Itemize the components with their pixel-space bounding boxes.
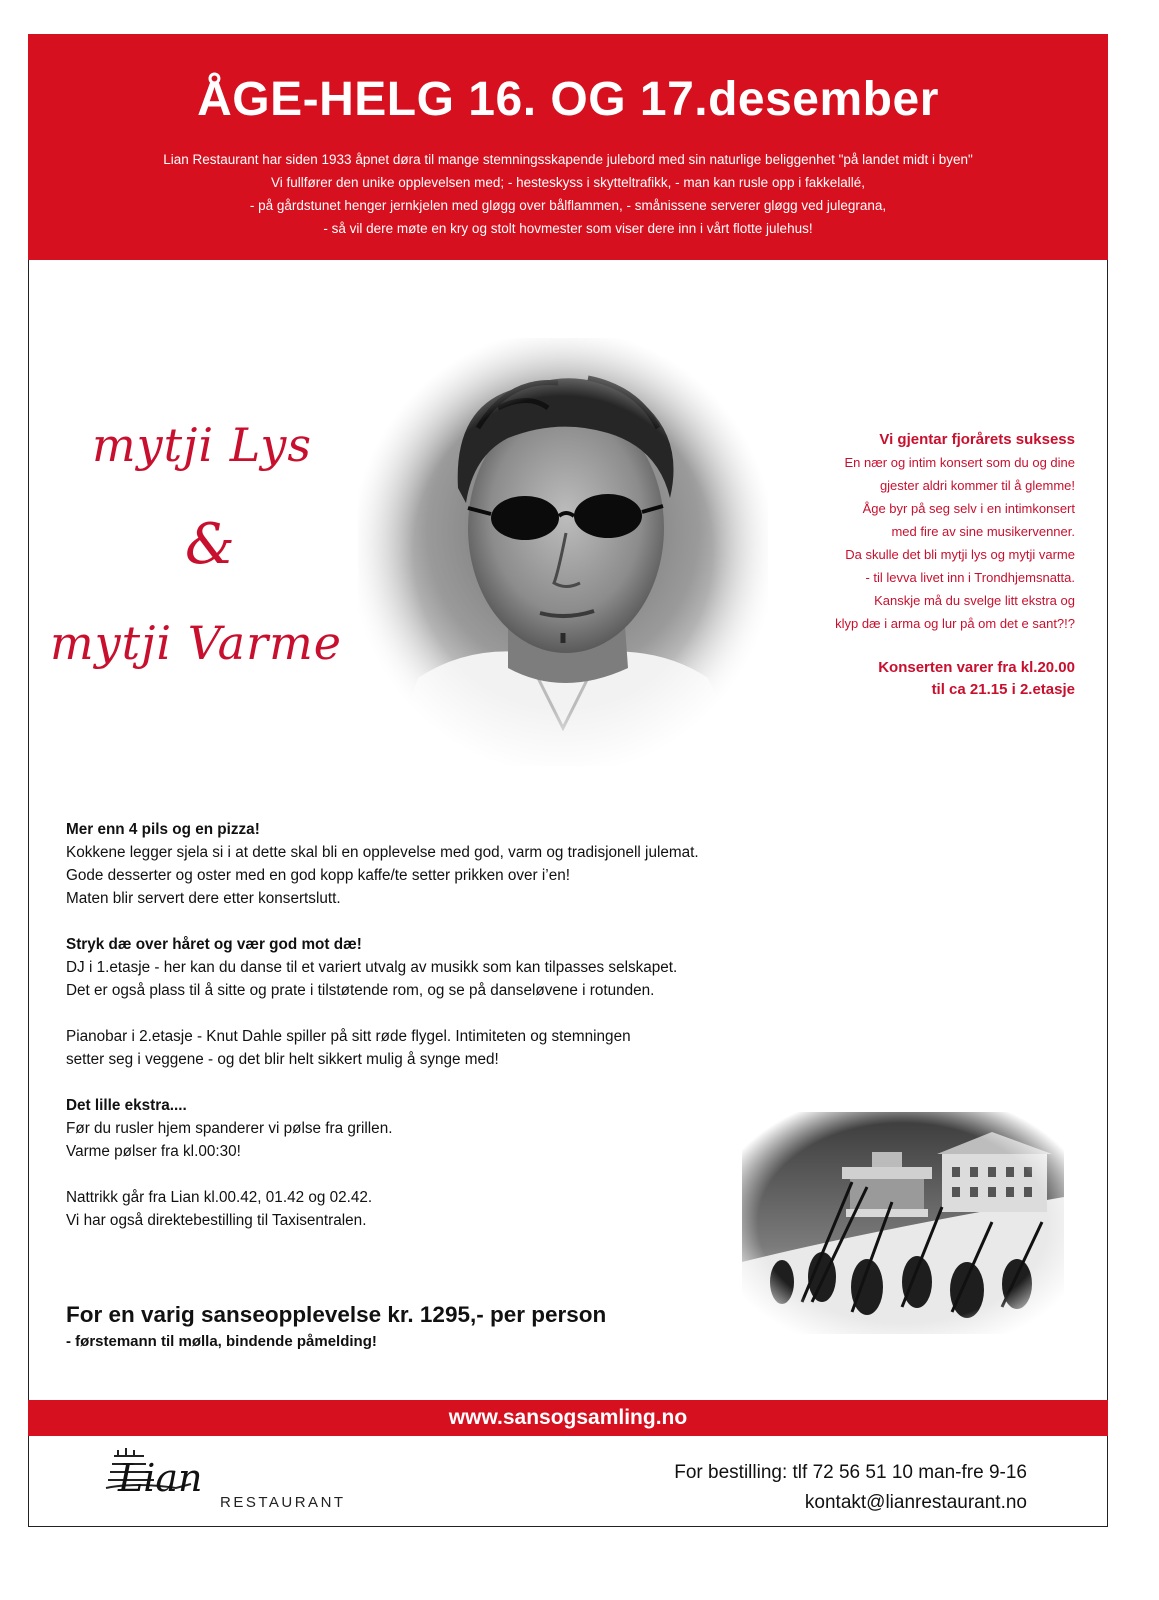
historic-ski-photo [742,1112,1064,1334]
section-heading: Det lille ekstra.... [66,1097,187,1114]
concert-info [745,428,1075,701]
section-line: Nattrikk går fra Lian kl.00.42, 01.42 og 02.42. [66,1189,373,1206]
intro-line: - så vil dere møte en kry og stolt hovmester som viser dere inn i vårt flotte julehus! [323,221,813,236]
concert-line: klyp dæ i arma og lur på om det e sant?!? [835,616,1075,631]
body-text [66,818,826,1232]
concert-time-line: til ca 21.15 i 2.etasje [931,681,1075,698]
section-line: Kokkene legger sjela si i at dette skal bli en opplevelse med god, varm og tradisjonell julemat. [66,844,699,861]
concert-line: Da skulle det bli mytji lys og mytji varme [845,547,1075,562]
contact-info [674,1458,1027,1518]
email-link[interactable]: kontakt@lianrestaurant.no [804,1492,1027,1513]
concert-line: gjester aldri kommer til å glemme! [879,478,1075,493]
ski-illustration [742,1112,1064,1334]
section-line: Før du rusler hjem spanderer vi pølse fra grillen. [66,1120,393,1137]
portrait-photo [358,338,768,766]
intro-line: - på gårdstunet henger jernkjelen med gløgg over bålflammen, - smånissene serverer gløgg ved julegrana, [249,198,887,213]
concert-time [745,657,1075,701]
section-heading: Mer enn 4 pils og en pizza! [66,821,260,838]
section-line: Det er også plass til å sitte og prate i tilstøtende rom, og se på danseløvene i rotunden. [66,982,655,999]
script-title-line1: mytji Lys [92,418,313,472]
section-heading: Stryk dæ over håret og vær god mot dæ! [66,936,362,953]
logo-subtitle: RESTAURANT [220,1494,346,1511]
script-ampersand: & [185,512,235,577]
top-banner [28,34,1108,260]
concert-line: Kanskje må du svelge litt ekstra og [874,593,1075,608]
phone-line: For bestilling: tlf 72 56 51 10 man-fre 9-16 [674,1462,1027,1483]
price-headline: For en varig sanseopplevelse kr. 1295,- per person [66,1302,607,1327]
intro-line: Vi fullfører den unike opplevelsen med; - hesteskyss i skytteltrafikk, - man kan rusle opp i fakkelallé, [270,175,865,190]
concert-time-line: Konserten varer fra kl.20.00 [878,659,1075,676]
concert-line: - til levva livet inn i Trondhjemsnatta. [865,570,1075,585]
section-line: Vi har også direktebestilling til Taxisentralen. [66,1212,367,1229]
headline: ÅGE-HELG 16. OG 17.desember [197,73,939,126]
portrait-illustration [358,338,768,766]
spacer [66,910,826,933]
section-line: Gode desserter og oster med en god kopp kaffe/te setter prikken over i’en! [66,867,570,884]
concert-line: Åge byr på seg selv i en intimkonsert [862,501,1075,516]
section-line: Varme pølser fra kl.00:30! [66,1143,241,1160]
concert-line: med fire av sine musikervenner. [891,524,1075,539]
price-subline: - førstemann til mølla, bindende påmelding! [66,1333,377,1350]
concert-heading: Vi gjentar fjorårets suksess [879,431,1075,448]
concert-line: En nær og intim konsert som du og dine [844,455,1075,470]
spacer [66,1163,826,1186]
section-line: Maten blir servert dere etter konsertslutt. [66,890,341,907]
section-line: DJ i 1.etasje - her kan du danse til et variert utvalg av musikk som kan tilpasses selskapet. [66,959,678,976]
section-line: setter seg i veggene - og det blir helt sikkert mulig å synge med! [66,1051,499,1068]
website-link[interactable]: www.sansogsamling.no [448,1406,688,1429]
spacer [66,1002,826,1025]
spacer [66,1071,826,1094]
logo-wordmark: Lian [118,1456,203,1500]
section-line: Pianobar i 2.etasje - Knut Dahle spiller på sitt røde flygel. Intimiteten og stemningen [66,1028,631,1045]
script-title-line2: mytji Varme [50,616,342,670]
intro-line: Lian Restaurant har siden 1933 åpnet døra til mange stemningsskapende julebord med sin naturlige beliggenhet "på landet midt i byen" [163,152,973,167]
website-url-bar [28,1400,1108,1436]
intro-text [28,148,1108,240]
